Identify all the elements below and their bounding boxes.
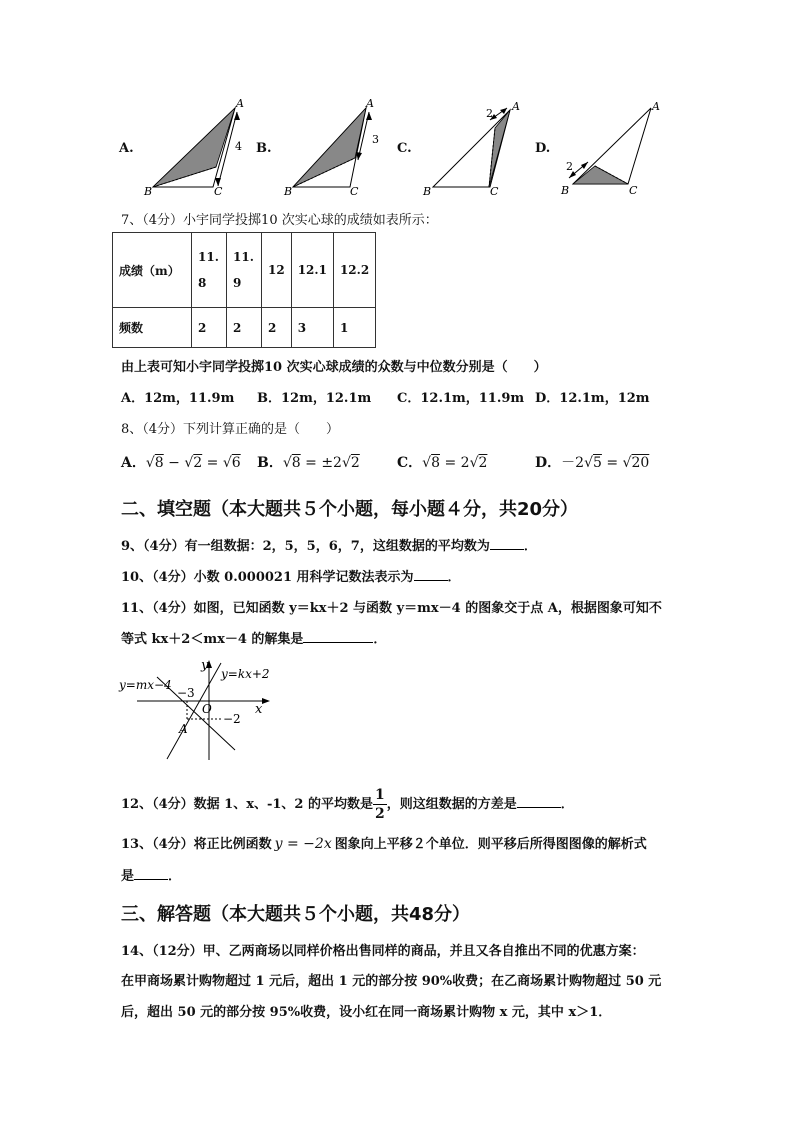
line-label-kx: y=kx+2 (221, 667, 270, 681)
y-axis-label: y (201, 658, 209, 673)
vertex-c-label: C (350, 185, 359, 198)
table-col-cell: 12 (262, 233, 292, 308)
vertex-b-label: B (284, 185, 293, 198)
triangle-figure-c (420, 98, 530, 198)
option-c-label: C. (397, 141, 412, 156)
measure-label: 3 (372, 133, 379, 146)
q7-stem: 7、（4分）小宇同学投掷10 次实心球的成绩如表所示： (121, 213, 438, 228)
q11-function-graph (115, 655, 280, 765)
option-b-label: B. (256, 141, 272, 156)
table-freq-cell: 3 (291, 308, 333, 348)
answer-blank[interactable] (414, 580, 448, 581)
table-freq-cell: 2 (262, 308, 292, 348)
vertex-a-label: A (512, 100, 520, 113)
q8-option-b: B．√8 = ±2√2 (257, 455, 360, 471)
origin-label: O (202, 702, 212, 716)
vertex-b-label: B (561, 184, 570, 197)
table-col-cell: 12.1 (291, 233, 333, 308)
q7-option-c: C．12.1m，11.9m (397, 391, 525, 406)
x-axis-label: x (255, 702, 263, 717)
vertex-c-label: C (214, 185, 223, 198)
measure-label: 2 (486, 107, 493, 120)
q14-line2: 在甲商场累计购物超过 1 元后，超出 1 元的部分按 90%收费；在乙商场累计购物超过 50 元 (121, 974, 662, 989)
q7-option-b: B．12m，12.1m (257, 391, 372, 406)
answer-blank[interactable] (134, 879, 168, 880)
q10-text: 10、（4分）小数 0.000021 用科学记数法表示为 ． (121, 570, 461, 585)
line-label-mx: y=mx−4 (119, 678, 172, 692)
option-d-label: D. (535, 141, 551, 156)
q8-option-d: D．－2√5 = √20 (535, 455, 650, 471)
vertex-b-label: B (423, 185, 432, 198)
q11-line2: 等式 kx＋2＜mx－4 的解集是 ． (121, 632, 387, 647)
measure-label: 2 (566, 160, 573, 173)
q11-line1: 11、（4分）如图，已知函数 y＝kx＋2 与函数 y＝mx－4 的图象交于点 A，根据图象可知不 (121, 601, 662, 616)
score-table (112, 232, 376, 348)
triangle-figure-a (140, 98, 250, 198)
option-a-label: A. (119, 141, 134, 156)
q9-text: 9、（4分）有一组数据：2，5，5，6，7，这组数据的平均数为 ． (121, 539, 537, 554)
section-2-title: 二、填空题（本大题共５个小题，每小题４分，共20分） (121, 499, 579, 520)
vertex-c-label: C (490, 185, 499, 198)
table-freq-cell: 2 (227, 308, 262, 348)
q7-question: 由上表可知小宇同学投掷10 次实心球成绩的众数与中位数分别是（ ） (121, 360, 547, 375)
table-col-cell: 12.2 (333, 233, 375, 308)
q14-line3: 后，超出 50 元的部分按 95%收费，设小红在同一商场累计购物 x 元，其中 x＞1． (121, 1005, 612, 1020)
triangle-figure-b (280, 98, 390, 198)
table-header-cell: 成绩（m） (113, 233, 192, 308)
triangle-figure-d (555, 98, 675, 198)
q13-line2: 是 ． (121, 869, 182, 884)
vertex-c-label: C (629, 184, 638, 197)
q12-text: 12、（4分）数据 1、x、-1、2 的平均数是 $\frac{1}{2}$ ，则这组数据的方差是 ． (121, 787, 574, 822)
vertex-b-label: B (144, 185, 153, 198)
point-a-label: A (179, 722, 188, 736)
table-row-label: 频数 (113, 308, 192, 348)
vertex-a-label: A (366, 98, 374, 110)
answer-blank[interactable] (517, 807, 561, 808)
section-3-title: 三、解答题（本大题共５个小题，共48分） (121, 904, 471, 925)
table-col-cell: 11. 8 (192, 233, 227, 308)
q7-option-d: D．12.1m，12m (535, 391, 650, 406)
x-tick-label: −3 (177, 686, 195, 700)
q14-line1: 14、（12分）甲、乙两商场以同样价格出售同样的商品，并且又各自推出不同的优惠方案： (121, 944, 645, 959)
vertex-a-label: A (652, 100, 660, 113)
q8-option-c: C．√8 = 2√2 (397, 455, 488, 471)
measure-label: 4 (235, 140, 242, 153)
answer-blank[interactable] (303, 642, 373, 643)
y-tick-label: −2 (223, 712, 241, 726)
q8-stem: 8、（4分）下列计算正确的是（ ） (121, 422, 340, 437)
q7-option-a: A．12m，11.9m (121, 391, 235, 406)
table-freq-cell: 2 (192, 308, 227, 348)
q13-line1: 13、（4分）将正比例函数 y = −2x 图象向上平移２个单位．则平移后所得图图像的解析式 (121, 836, 647, 852)
table-freq-cell: 1 (333, 308, 375, 348)
vertex-a-label: A (236, 98, 244, 110)
fraction-one-half: $\frac{1}{2}$ (374, 787, 385, 822)
table-col-cell: 11. 9 (227, 233, 262, 308)
q8-option-a: A．√8 − √2 = √6 (121, 455, 241, 471)
answer-blank[interactable] (490, 549, 524, 550)
